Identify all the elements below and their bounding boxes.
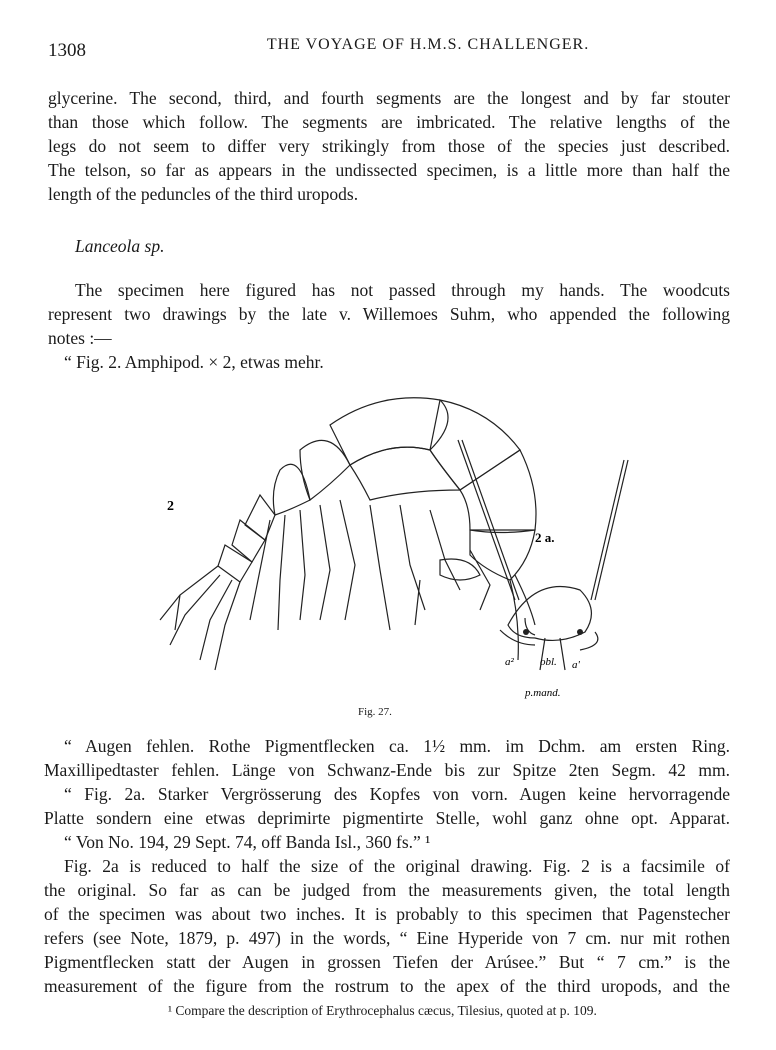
figure-label-a2: a²	[505, 656, 514, 668]
quote-line: Platte sondern eine etwas deprimirte pigmentirte Stelle, wohl ganz ohne opt. Apparat.	[44, 808, 730, 828]
quote-line: “ Augen fehlen. Rothe Pigmentflecken ca. 1½ mm. im Dchm. am ersten Ring.	[64, 736, 730, 756]
para3-line: measurement of the figure from the rostrum to the apex of the third uropods, and the	[44, 976, 730, 996]
para2-line: represent two drawings by the late v. Willemoes Suhm, who appended the following	[48, 304, 730, 324]
para2-line: The specimen here figured has not passed through my hands. The woodcuts	[75, 280, 730, 300]
figure-label-main: 2	[167, 499, 174, 514]
para1-line: legs do not seem to differ very strikingly from those of the species just described.	[48, 136, 730, 156]
species-heading: Lanceola sp.	[75, 236, 165, 256]
footnote: ¹ Compare the description of Erythrocephalus cæcus, Tilesius, quoted at p. 109.	[168, 1003, 597, 1018]
figure-27	[140, 370, 660, 710]
para3-line: Fig. 2a is reduced to half the size of the original drawing. Fig. 2 is a facsimile of	[64, 856, 730, 876]
para3-line: refers (see Note, 1879, p. 497) in the words, “ Eine Hyperide von 7 cm. nur mit rothen	[44, 928, 730, 948]
figure-label-detail: 2 a.	[535, 530, 555, 545]
para3-line: Pigmentflecken statt der Augen in grossen Tiefen der Arúsee.” But “ 7 cm.” is the	[44, 952, 730, 972]
quote-fig2: “ Fig. 2. Amphipod. × 2, etwas mehr.	[64, 352, 324, 372]
page-number: 1308	[48, 40, 86, 61]
para1-line: glycerine. The second, third, and fourth segments are the longest and by far stouter	[48, 88, 730, 108]
para2-line: notes :—	[48, 328, 112, 348]
figure-label-pmand: p.mand.	[525, 687, 561, 699]
figure-caption: Fig. 27.	[358, 706, 392, 718]
quote-line: “ Fig. 2a. Starker Vergrösserung des Kopfes von vorn. Augen keine hervorragende	[64, 784, 730, 804]
running-title: THE VOYAGE OF H.M.S. CHALLENGER.	[266, 36, 590, 53]
para1-line: length of the peduncles of the third uropods.	[48, 184, 359, 204]
quote-line: “ Von No. 194, 29 Sept. 74, off Banda Isl., 360 fs.” ¹	[64, 832, 431, 852]
amphipod-illustration	[140, 370, 660, 710]
figure-label-obl: obl.	[540, 656, 557, 668]
figure-label-a1: a'	[572, 659, 580, 671]
para1-line: than those which follow. The segments are imbricated. The relative lengths of the	[48, 112, 730, 132]
para1-line: The telson, so far as appears in the undissected specimen, is a little more than half the	[48, 160, 730, 180]
quote-line: Maxillipedtaster fehlen. Länge von Schwanz-Ende bis zur Spitze 2ten Segm. 42 mm.	[44, 760, 730, 780]
para3-line: the original. So far as can be judged from the measurements given, the total length	[44, 880, 730, 900]
para3-line: of the specimen was about two inches. It is probably to this specimen that Pagenstecher	[44, 904, 730, 924]
